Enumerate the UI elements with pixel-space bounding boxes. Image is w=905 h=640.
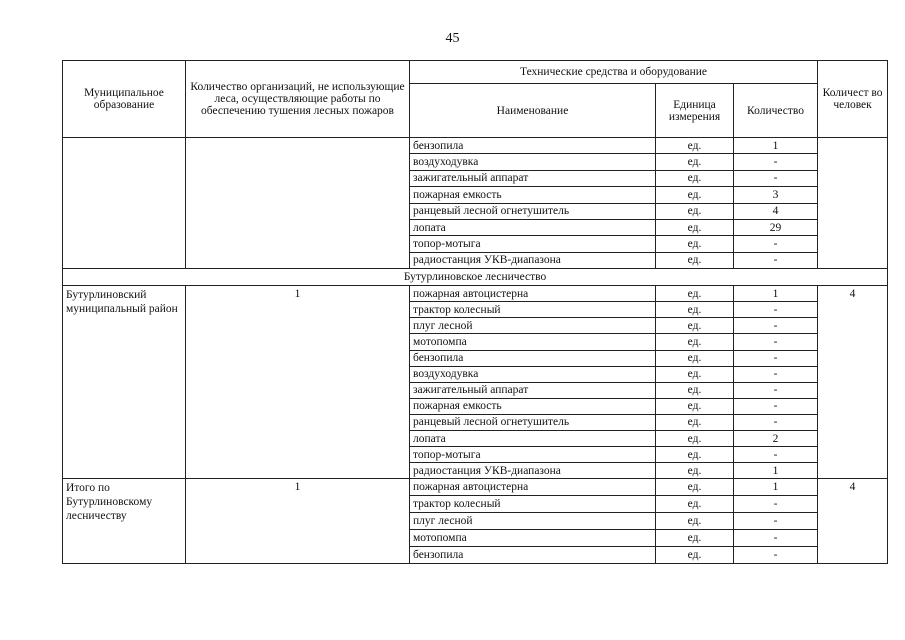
item-name: трактор колесный xyxy=(410,496,656,513)
item-qty: - xyxy=(734,350,818,366)
item-qty: - xyxy=(734,530,818,547)
item-unit: ед. xyxy=(656,318,734,334)
item-name: ранцевый лесной огнетушитель xyxy=(410,203,656,219)
item-unit: ед. xyxy=(656,203,734,219)
item-qty: 1 xyxy=(734,138,818,154)
item-name: воздуходувка xyxy=(410,366,656,382)
item-unit: ед. xyxy=(656,479,734,496)
item-name: радиостанция УКВ-диапазона xyxy=(410,252,656,268)
municipality-cell xyxy=(63,138,186,269)
header-unit: Единица измерения xyxy=(656,84,734,138)
total-label: Итого по Бутурлиновскому лесничеству xyxy=(63,479,186,564)
municipality-name: Бутурлиновский муниципальный район xyxy=(63,286,186,479)
item-unit: ед. xyxy=(656,219,734,235)
item-unit: ед. xyxy=(656,154,734,170)
item-unit: ед. xyxy=(656,334,734,350)
item-unit: ед. xyxy=(656,170,734,186)
item-qty: - xyxy=(734,154,818,170)
item-qty: - xyxy=(734,382,818,398)
header-name: Наименование xyxy=(410,84,656,138)
item-name: пожарная емкость xyxy=(410,187,656,203)
item-unit: ед. xyxy=(656,350,734,366)
item-qty: - xyxy=(734,496,818,513)
header-people: Количест во человек xyxy=(818,61,888,138)
item-qty: - xyxy=(734,447,818,463)
item-qty: 1 xyxy=(734,286,818,302)
item-unit: ед. xyxy=(656,252,734,268)
item-name: радиостанция УКВ-диапазона xyxy=(410,463,656,479)
item-name: мотопомпа xyxy=(410,530,656,547)
item-name: зажигательный аппарат xyxy=(410,170,656,186)
people-cell xyxy=(818,138,888,269)
item-unit: ед. xyxy=(656,513,734,530)
item-unit: ед. xyxy=(656,547,734,564)
item-name: лопата xyxy=(410,219,656,235)
item-unit: ед. xyxy=(656,138,734,154)
item-unit: ед. xyxy=(656,496,734,513)
item-qty: - xyxy=(734,414,818,430)
item-name: трактор колесный xyxy=(410,302,656,318)
table-row xyxy=(63,286,888,302)
item-name: топор-мотыга xyxy=(410,236,656,252)
equipment-table xyxy=(62,60,888,564)
item-unit: ед. xyxy=(656,530,734,547)
item-name: пожарная автоцистерна xyxy=(410,479,656,496)
table-row xyxy=(63,479,888,496)
item-unit: ед. xyxy=(656,430,734,446)
item-qty: 1 xyxy=(734,463,818,479)
header-municipal: Муниципальное образование xyxy=(63,61,186,138)
section-row xyxy=(63,269,888,286)
item-name: топор-мотыга xyxy=(410,447,656,463)
header-qty: Количество xyxy=(734,84,818,138)
header-tech: Технические средства и оборудование xyxy=(410,61,818,84)
item-unit: ед. xyxy=(656,447,734,463)
item-unit: ед. xyxy=(656,286,734,302)
item-name: воздуходувка xyxy=(410,154,656,170)
item-qty: 29 xyxy=(734,219,818,235)
item-name: плуг лесной xyxy=(410,513,656,530)
item-unit: ед. xyxy=(656,414,734,430)
item-qty: - xyxy=(734,252,818,268)
section-title: Бутурлиновское лесничество xyxy=(63,269,888,286)
item-unit: ед. xyxy=(656,398,734,414)
item-qty: - xyxy=(734,513,818,530)
item-qty: - xyxy=(734,318,818,334)
item-unit: ед. xyxy=(656,366,734,382)
item-qty: 2 xyxy=(734,430,818,446)
item-qty: - xyxy=(734,170,818,186)
item-name: плуг лесной xyxy=(410,318,656,334)
item-qty: - xyxy=(734,334,818,350)
item-unit: ед. xyxy=(656,187,734,203)
org-count-cell xyxy=(186,138,410,269)
people-value: 4 xyxy=(818,286,888,479)
item-unit: ед. xyxy=(656,463,734,479)
item-qty: 4 xyxy=(734,203,818,219)
header-org-count: Количество организаций, не использующие леса, осуществляющие работы по обеспечению тушения лесных пожаров xyxy=(186,61,410,138)
page-number: 45 xyxy=(445,31,460,46)
item-qty: 1 xyxy=(734,479,818,496)
item-qty: - xyxy=(734,398,818,414)
item-qty: - xyxy=(734,302,818,318)
people-value: 4 xyxy=(818,479,888,564)
item-name: бензопила xyxy=(410,350,656,366)
item-name: бензопила xyxy=(410,138,656,154)
org-count-value: 1 xyxy=(186,286,410,479)
item-name: зажигательный аппарат xyxy=(410,382,656,398)
item-qty: - xyxy=(734,236,818,252)
item-name: бензопила xyxy=(410,547,656,564)
item-qty: 3 xyxy=(734,187,818,203)
item-qty: - xyxy=(734,366,818,382)
item-qty: - xyxy=(734,547,818,564)
item-name: пожарная емкость xyxy=(410,398,656,414)
item-name: ранцевый лесной огнетушитель xyxy=(410,414,656,430)
item-unit: ед. xyxy=(656,302,734,318)
item-unit: ед. xyxy=(656,236,734,252)
org-count-value: 1 xyxy=(186,479,410,564)
item-name: пожарная автоцистерна xyxy=(410,286,656,302)
item-name: мотопомпа xyxy=(410,334,656,350)
item-name: лопата xyxy=(410,430,656,446)
item-unit: ед. xyxy=(656,382,734,398)
table-row xyxy=(63,138,888,154)
